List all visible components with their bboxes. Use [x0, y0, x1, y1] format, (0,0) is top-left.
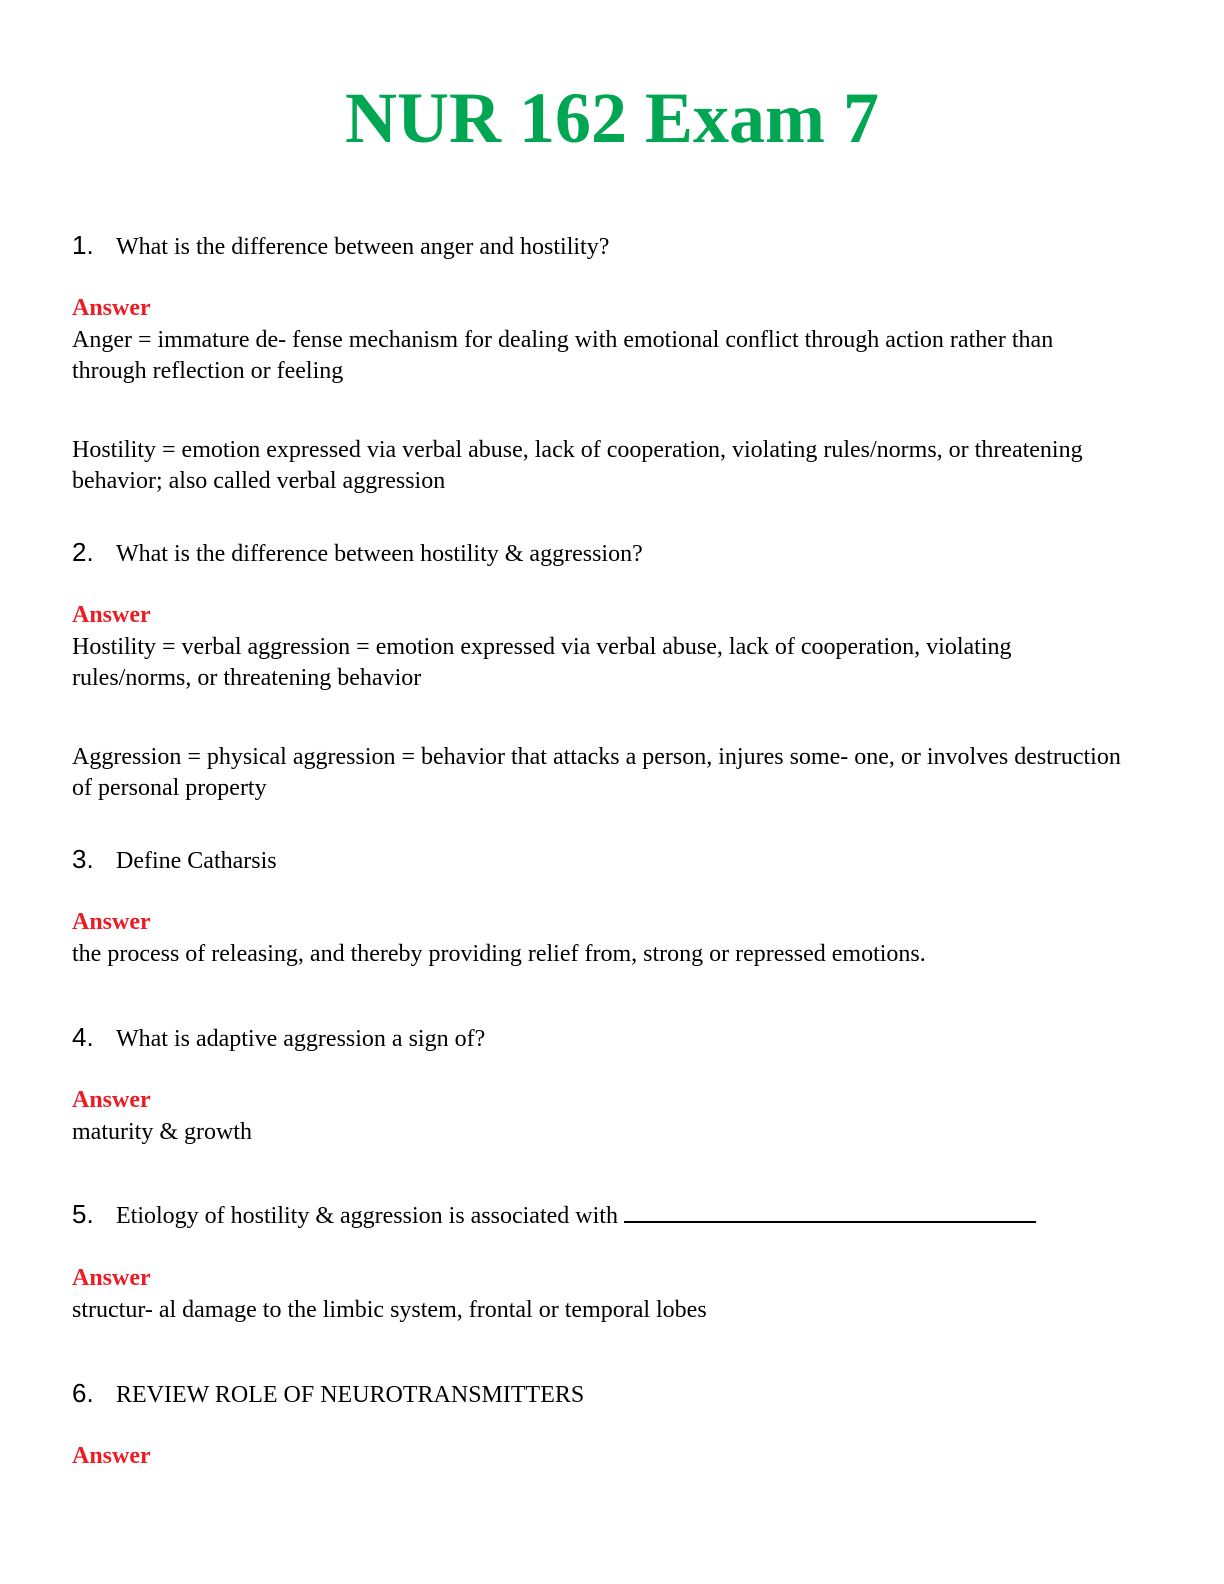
- answer-label: Answer: [72, 1443, 151, 1469]
- question-text: What is adaptive aggression a sign of?: [116, 1026, 486, 1052]
- answer-label: Answer: [72, 1265, 151, 1291]
- question-2: [72, 537, 643, 569]
- question-text: Etiology of hostility & aggression is associated with: [116, 1203, 618, 1229]
- answer-paragraph: Aggression = physical aggression = behavior that attacks a person, injures some- one, or involves destruction of personal property: [72, 744, 1121, 801]
- question-number: 6.: [72, 1378, 94, 1408]
- answer-paragraph: Anger = immature de- fense mechanism for dealing with emotional conflict through action rather than through reflection or feeling: [72, 327, 1054, 384]
- question-text: Define Catharsis: [116, 848, 277, 874]
- question-5: [72, 1199, 1036, 1231]
- answer-paragraph: maturity & growth: [72, 1119, 252, 1145]
- answer-paragraph: Hostility = emotion expressed via verbal abuse, lack of cooperation, violating rules/norms, or threatening behavior; also called verbal aggression: [72, 437, 1083, 494]
- question-6: [72, 1378, 584, 1410]
- question-1: [72, 230, 609, 262]
- question-text: REVIEW ROLE OF NEUROTRANSMITTERS: [116, 1382, 585, 1408]
- answer-paragraph: structur- al damage to the limbic system, frontal or temporal lobes: [72, 1297, 707, 1323]
- answer-label: Answer: [72, 1087, 151, 1113]
- question-number: 4.: [72, 1022, 94, 1052]
- page-title: NUR 162 Exam 7: [345, 78, 879, 158]
- fill-in-blank-line: [624, 1199, 1036, 1223]
- question-3: [72, 844, 277, 876]
- question-text: What is the difference between anger and hostility?: [116, 234, 610, 260]
- answer-paragraph: the process of releasing, and thereby providing relief from, strong or repressed emotions.: [72, 941, 926, 967]
- question-text: What is the difference between hostility & aggression?: [116, 541, 643, 567]
- question-number: 2.: [72, 537, 94, 567]
- question-number: 3.: [72, 844, 94, 874]
- answer-label: Answer: [72, 295, 151, 321]
- answer-label: Answer: [72, 602, 151, 628]
- answer-label: Answer: [72, 909, 151, 935]
- question-number: 1.: [72, 230, 94, 260]
- question-4: [72, 1022, 485, 1054]
- question-number: 5.: [72, 1199, 94, 1229]
- answer-paragraph: Hostility = verbal aggression = emotion expressed via verbal abuse, lack of cooperation, violating rules/norms, or threatening behavior: [72, 634, 1012, 691]
